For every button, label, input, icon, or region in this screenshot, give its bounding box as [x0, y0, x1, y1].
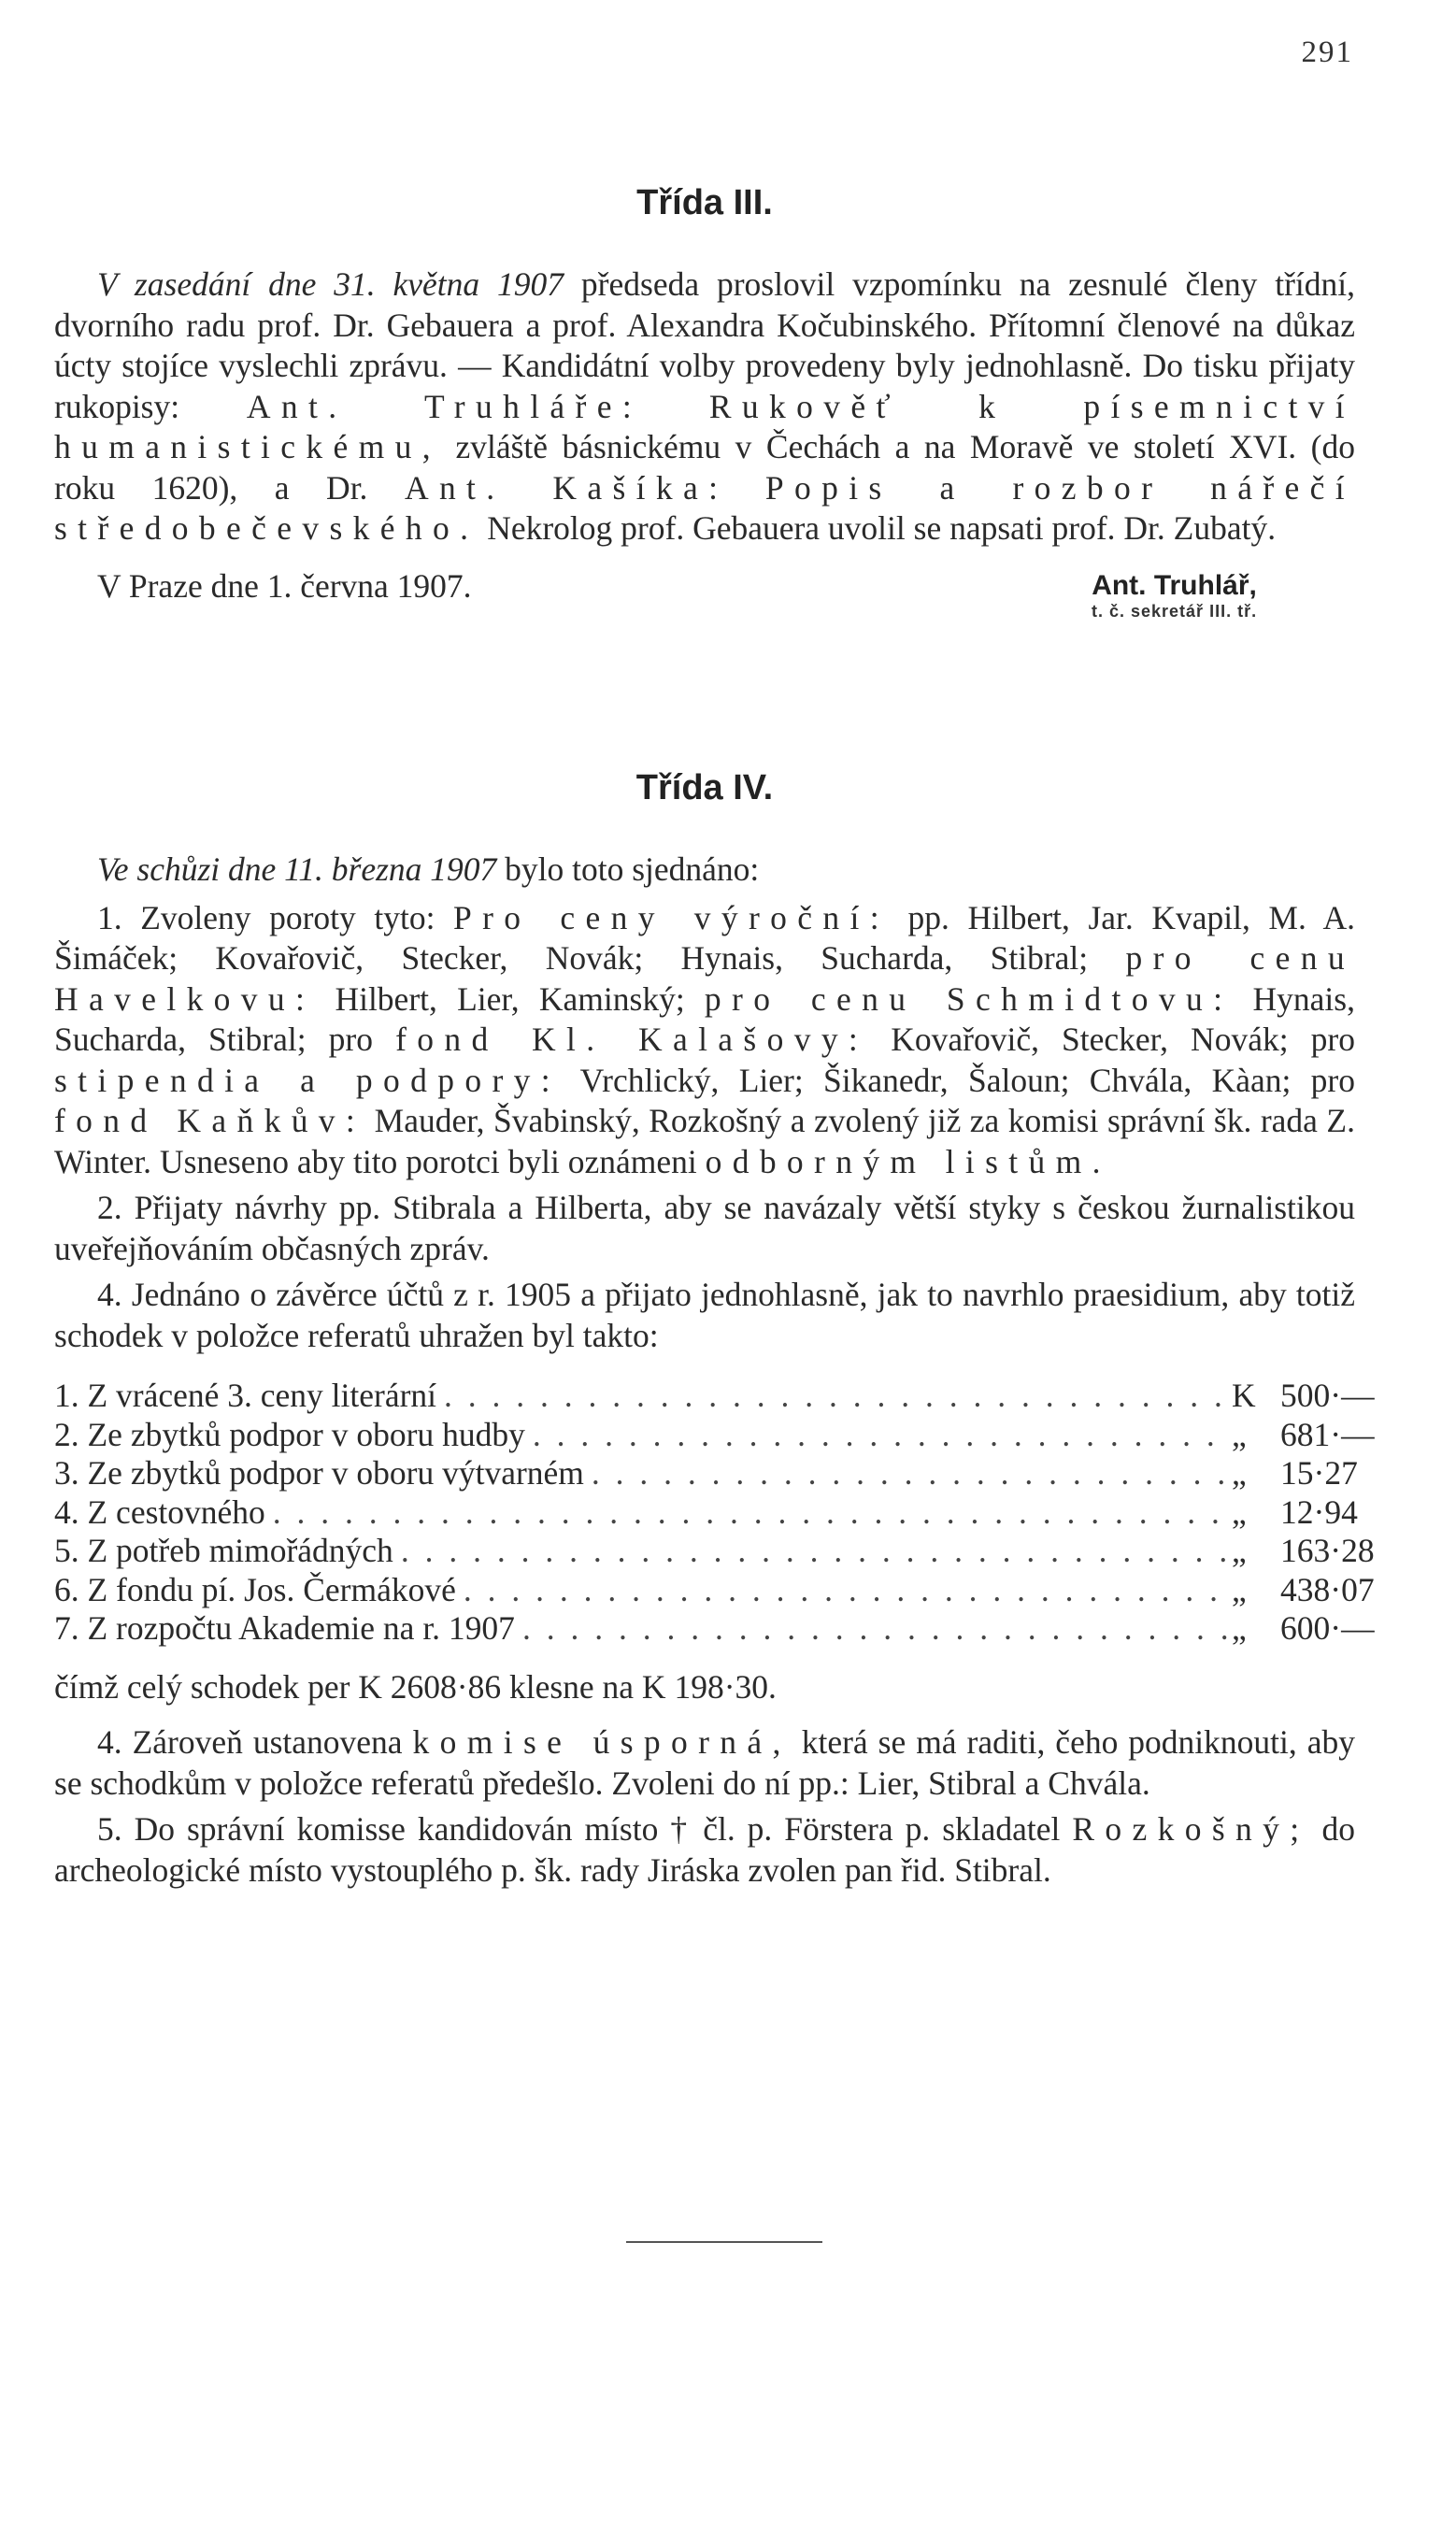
text-run: pp. Hilbert, Jar. Kvapil, M. A. Šimáček; Kovařovič, Stecker, Novák; Hynais, Sucharda, Stibral; — [54, 898, 1355, 977]
text-run: Kovařovič, Stecker, Novák; pro — [868, 1021, 1355, 1058]
ledger-currency: „ — [1232, 1454, 1247, 1492]
leader-dots — [393, 1532, 1232, 1571]
ledger-row — [54, 1493, 1358, 1533]
text-run: 5. Do správní komisse kandidován místo † čl. p. Förstera p. skladatel — [97, 1810, 1073, 1848]
ledger-amount: 15·27 — [1280, 1454, 1358, 1492]
leader-dots — [584, 1454, 1232, 1493]
signature-title: t. č. sekretář III. tř. — [1092, 601, 1258, 621]
author-name: Ant. Truhláře: — [246, 387, 643, 425]
spaced-term: Pro ceny výroční: — [453, 898, 890, 936]
spaced-term: Rozkošný; — [1072, 1810, 1310, 1848]
ledger-amount: 163·28 — [1280, 1532, 1375, 1569]
ledger-currency: „ — [1232, 1415, 1247, 1453]
signature-date: V Praze dne 1. června 1907. — [97, 566, 472, 605]
ledger-amount: 12·94 — [1280, 1493, 1358, 1531]
ledger-list — [54, 1377, 1375, 1649]
section-heading-3: Třída III. — [636, 183, 773, 222]
leader-dots — [456, 1571, 1232, 1610]
page-number: 291 — [1301, 36, 1353, 69]
text-run: která se má raditi, čeho podniknouti, aby se schodkům v položce referatů předešlo. Zvoleni do ní pp.: Lier, Stibral a Chvála. — [54, 1723, 1356, 1802]
meeting-date: Ve schůzi dne 11. března 1907 — [97, 850, 497, 888]
spaced-term: pro cenu Schmidtovu: — [704, 979, 1234, 1018]
text-run: 1. Zvoleny poroty tyto: — [97, 898, 454, 936]
ledger-row — [54, 1377, 1375, 1416]
ledger-row — [54, 1609, 1375, 1649]
ledger-label: 6. Z fondu pí. Jos. Čermákové — [54, 1570, 456, 1608]
spaced-term: fond Kaňkův: — [54, 1102, 366, 1139]
text-run — [642, 388, 709, 425]
text-run: Mauder, Švabinský, Rozkošný a zvolený již za komisi správní šk. rada Z. Winter. Usneseno aby tito porotci byli oznámeni — [54, 1102, 1355, 1180]
text-run: Nekrolog prof. Gebauera uvolil se napsati prof. Dr. Zubatý. — [478, 509, 1277, 547]
spaced-term: komise úsporná, — [412, 1723, 792, 1761]
ledger-summary: čímž celý schodek per K 2608·86 klesne na K 198·30. — [54, 1667, 777, 1706]
leader-dots — [515, 1609, 1232, 1649]
ledger-currency: K — [1232, 1377, 1256, 1414]
ledger-currency: „ — [1232, 1532, 1247, 1569]
section-heading-4: Třída IV. — [635, 768, 774, 807]
ledger-label: 1. Z vrácené 3. ceny literární — [54, 1377, 437, 1414]
spaced-term: odborným listům. — [705, 1142, 1111, 1180]
signature-block — [54, 566, 1355, 634]
ledger-amount: 681·— — [1280, 1415, 1375, 1453]
text-run: do archeologické místo vystouplého p. šk. rady Jiráska zvolen pan řid. Stibral. — [54, 1810, 1355, 1889]
leader-dots — [265, 1493, 1232, 1533]
item-4-paragraph — [54, 1722, 1355, 1804]
ledger-currency: „ — [1232, 1493, 1247, 1531]
text-run: 4. Zároveň ustanovena — [97, 1723, 413, 1761]
item-1-paragraph — [54, 898, 1355, 1183]
ledger-row — [54, 1454, 1358, 1493]
text-run: Vrchlický, Lier; Šikanedr, Šaloun; Chvála, Kàan; pro — [560, 1061, 1355, 1099]
signature — [1092, 570, 1257, 621]
text-run — [728, 469, 765, 507]
section-trida-4 — [54, 768, 1375, 1891]
text-run: bylo toto sjednáno: — [496, 850, 760, 888]
leader-dots — [525, 1416, 1232, 1455]
item-5-paragraph — [54, 1809, 1355, 1891]
ledger-currency: „ — [1232, 1609, 1247, 1647]
text-run: Hynais, Sucharda, Stibral; pro — [54, 979, 1355, 1058]
ledger-label: 3. Ze zbytků podpor v oboru výtvarném — [54, 1454, 584, 1492]
meeting-date: V zasedání dne 31. května 1907 — [97, 265, 564, 303]
ledger-amount: 500·— — [1280, 1377, 1375, 1414]
spaced-term: stipendia a podpory: — [54, 1061, 561, 1099]
item-2-paragraph: 2. Přijaty návrhy pp. Stibrala a Hilberta, aby se navázaly větší styky s českou žurnalistikou uveřejňováním občasných zpráv. — [54, 1189, 1355, 1267]
spaced-term: pro cenu Havelkovu: — [54, 939, 1355, 1018]
ledger-label: 5. Z potřeb mimořádných — [54, 1532, 393, 1569]
ledger-amount: 600·— — [1280, 1609, 1375, 1647]
ledger-label: 4. Z cestovného — [54, 1493, 265, 1531]
ledger-label: 7. Z rozpočtu Akademie na r. 1907 — [54, 1609, 515, 1647]
ledger-row — [54, 1532, 1375, 1571]
section-4-intro — [54, 850, 1355, 891]
ledger-amount: 438·07 — [1280, 1570, 1375, 1608]
item-3-paragraph: 4. Jednáno o závěrce účtů z r. 1905 a přijato jednohlasně, jak to navrhlo praesidium, aby totiž schodek v položce referatů uhražen byl takto: — [54, 1276, 1355, 1354]
end-rule — [626, 2241, 822, 2243]
ledger-label: 2. Ze zbytků podpor v oboru hudby — [54, 1415, 525, 1453]
leader-dots — [436, 1377, 1232, 1416]
ledger-row — [54, 1415, 1375, 1455]
section-3-paragraph — [54, 264, 1355, 550]
ledger-row — [54, 1570, 1375, 1610]
work-title: Popis a rozbor nářečí středobečevského. — [54, 468, 1356, 547]
signature-name: Ant. Truhlář, — [1092, 569, 1257, 601]
ledger-currency: „ — [1232, 1570, 1247, 1608]
spaced-term: fond Kl. Kalašovy: — [395, 1021, 869, 1058]
author-name: Ant. Kašíka: — [404, 468, 729, 507]
text-run: předseda proslovil vzpomínku na zesnulé členy třídní, dvorního radu prof. Dr. Gebauera a prof. Alexandra Kočubinského. Přítomní členové na důkaz úcty stojíce vyslechli zprávu. — Kandidátní volby provedeny byly jednohlasně. Do tisku přijaty rukopisy: — [54, 265, 1356, 425]
text-run: Hilbert, Lier, Kaminský; — [315, 979, 705, 1018]
text-run: zvláště básnickému v Čechách a na Moravě ve století XVI. (do roku 1620), a Dr. — [54, 428, 1355, 507]
section-trida-3 — [54, 183, 1355, 634]
work-title: Rukověť k písemnictví humanistickému, — [54, 387, 1356, 465]
